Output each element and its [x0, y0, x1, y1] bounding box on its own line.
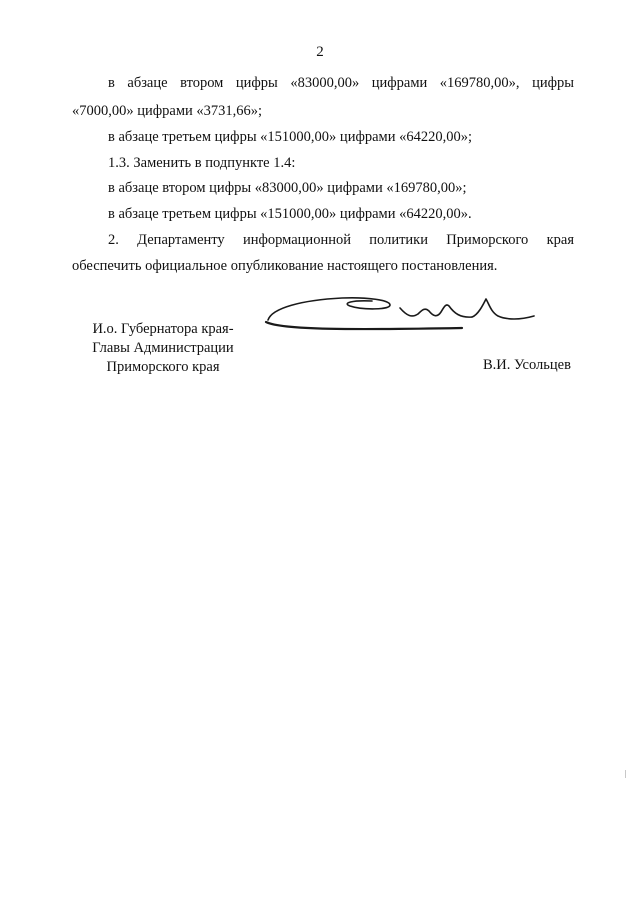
- scan-mark: [625, 770, 626, 778]
- paragraph-4: в абзаце втором цифры «83000,00» цифрами «169780,00»;: [108, 180, 467, 196]
- paragraph-2: в абзаце третьем цифры «151000,00» цифрами «64220,00»;: [108, 129, 473, 145]
- signatory-title-line-1: И.о. Губернатора края-: [92, 321, 234, 337]
- paragraph-6-line-1: 2. Департаменту информационной политики Приморского края: [108, 232, 574, 248]
- signatory-name: В.И. Усольцев: [483, 357, 571, 373]
- paragraph-1-line-2: «7000,00» цифрами «3731,66»;: [72, 103, 263, 119]
- paragraph-3: 1.3. Заменить в подпункте 1.4:: [108, 155, 296, 171]
- handwritten-signature: [262, 290, 540, 340]
- paragraph-6-line-2: обеспечить официальное опубликование настоящего постановления.: [72, 258, 498, 274]
- signatory-title-line-3: Приморского края: [106, 359, 220, 375]
- signatory-title: [70, 320, 256, 377]
- signatory-title-line-2: Главы Администрации: [92, 340, 234, 356]
- paragraph-1-line-1: в абзаце втором цифры «83000,00» цифрами «169780,00», цифры: [108, 75, 574, 91]
- paragraph-5: в абзаце третьем цифры «151000,00» цифрами «64220,00».: [108, 206, 472, 222]
- page-number: 2: [316, 44, 324, 60]
